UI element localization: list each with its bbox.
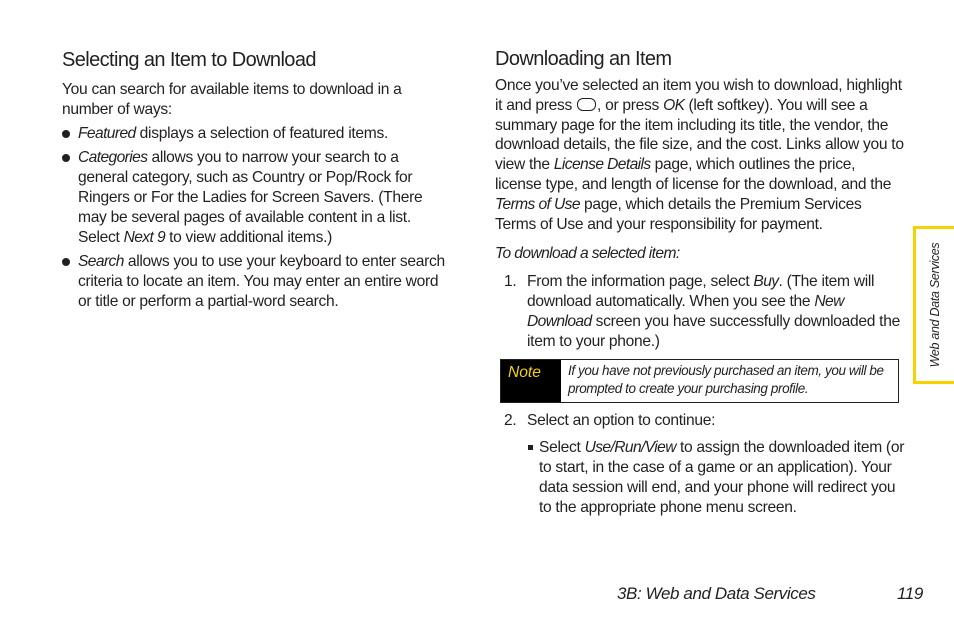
term-terms-of-use: Terms of Use [495, 195, 580, 213]
list-item-search [62, 252, 448, 311]
bullet-icon [62, 258, 70, 266]
term-search: Search [78, 253, 124, 271]
term-license-details: License Details [553, 156, 651, 174]
step-text: From the information page, select [527, 273, 754, 291]
step-2 [495, 411, 905, 431]
term-buy: Buy [753, 273, 779, 291]
section-heading-downloading: Downloading an Item [495, 48, 672, 70]
bullet-icon [62, 154, 70, 162]
menu-ok-key-icon [577, 98, 596, 111]
chapter-tab [913, 226, 954, 384]
step-1 [495, 272, 905, 351]
list-item-categories [62, 148, 448, 247]
term-next9: Next 9 [123, 228, 166, 246]
chapter-tab-label: Web and Data Services [928, 242, 942, 368]
list-item-featured [62, 124, 448, 144]
footer-section-title: 3B: Web and Data Services [617, 584, 816, 603]
note-label: Note [501, 360, 561, 402]
step-2-options [495, 438, 905, 517]
chapter-tab-inner [916, 229, 954, 381]
note-box [500, 359, 899, 403]
procedure-subhead: To download a selected item: [495, 245, 680, 263]
para-text: (left softkey). You will see a summary page for the item including its title, the vendor, the download details, the file size, and the cost. Links allow you to view the [495, 96, 904, 174]
square-bullet-icon [528, 445, 533, 450]
page-number: 119 [897, 584, 923, 603]
item-text-2: to view additional items.) [165, 228, 333, 246]
search-methods-list [62, 124, 448, 312]
step-number: 2. [504, 412, 517, 430]
term-new-download: New Download [527, 292, 844, 330]
option-text: Select [539, 439, 585, 457]
para-text: Once you’ve selected an item you wish to download, highlight it and press [495, 77, 902, 114]
procedure-steps [495, 272, 905, 351]
para-text: page, which outlines the price, license type, and length of license for the download, and the [495, 156, 892, 193]
step-text: screen you have successfully downloaded the item to your phone.) [527, 312, 900, 350]
intro-paragraph: You can search for available items to download in a number of ways: [62, 81, 402, 118]
left-column [62, 46, 448, 317]
term-ok: OK [663, 96, 685, 114]
item-text: allows you to use your keyboard to enter search criteria to locate an item. You may enter an entire word or title or perform a partial-word search. [78, 253, 445, 310]
bullet-icon [62, 130, 70, 138]
right-column [495, 46, 905, 517]
step-text: Select an option to continue: [527, 412, 716, 430]
option-item [495, 438, 905, 517]
item-text: allows you to narrow your search to a general category, such as Country or Pop/Rock for Ringers or For the Ladies for Screen Savers. (There may be several pages of available content in a list. Select [78, 149, 423, 246]
step-text: . (The item will download automatically. When you see the [527, 273, 875, 310]
section-heading-selecting: Selecting an Item to Download [62, 49, 316, 71]
step-number: 1. [504, 273, 517, 291]
download-paragraph [495, 76, 905, 234]
term-featured: Featured [78, 124, 136, 142]
term-categories: Categories [78, 149, 148, 167]
term-use-run-view: Use/Run/View [584, 439, 676, 457]
para-text: , or press [597, 96, 664, 114]
procedure-steps-cont [495, 411, 905, 431]
item-text: displays a selection of featured items. [135, 124, 388, 142]
para-text: page, which details the Premium Services Terms of Use and your responsibility for payment. [495, 195, 862, 233]
option-text: to assign the downloaded item (or to start, in the case of a game or an application). Your data session will end, and your phone will redirect you to the appropriate phone menu screen. [539, 439, 905, 516]
note-text: If you have not previously purchased an item, you will be prompted to create your purchasing profile. [568, 363, 884, 396]
